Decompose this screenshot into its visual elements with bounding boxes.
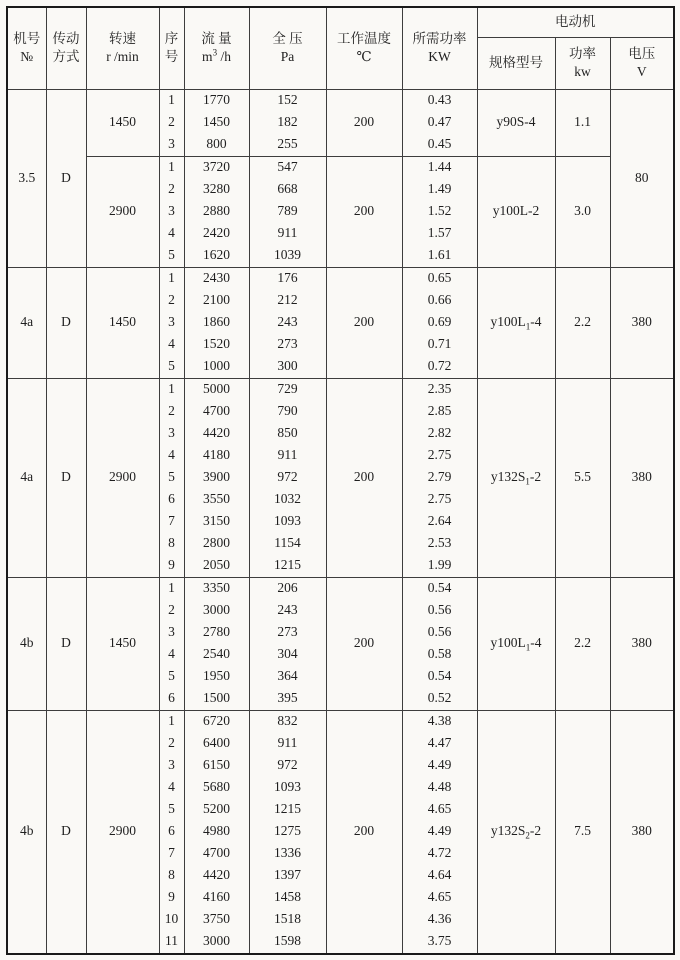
required-power-cell: 2.53 bbox=[402, 533, 477, 555]
table-body bbox=[7, 89, 674, 954]
flow-cell: 4420 bbox=[184, 865, 249, 887]
flow-cell: 800 bbox=[184, 134, 249, 157]
motor-power-cell: 3.0 bbox=[555, 156, 610, 267]
serial-cell: 3 bbox=[159, 312, 184, 334]
required-power-cell: 1.44 bbox=[402, 156, 477, 179]
flow-cell: 6150 bbox=[184, 755, 249, 777]
serial-cell: 9 bbox=[159, 887, 184, 909]
spec-row bbox=[7, 378, 674, 401]
serial-cell: 11 bbox=[159, 931, 184, 954]
motor-model-cell: $y132S_2-2$ bbox=[477, 710, 555, 954]
serial-cell: 4 bbox=[159, 644, 184, 666]
pressure-cell: 911 bbox=[249, 445, 326, 467]
required-power-cell: 4.72 bbox=[402, 843, 477, 865]
serial-cell: 1 bbox=[159, 710, 184, 733]
serial-cell: 1 bbox=[159, 267, 184, 290]
serial-cell: 6 bbox=[159, 688, 184, 711]
serial-cell: 2 bbox=[159, 733, 184, 755]
rpm-cell: 2900 bbox=[86, 710, 159, 954]
required-power-cell: 0.54 bbox=[402, 666, 477, 688]
serial-cell: 4 bbox=[159, 334, 184, 356]
header-pressure-cn: 全 压 bbox=[272, 31, 303, 47]
voltage-cell: 380 bbox=[610, 378, 674, 577]
pressure-cell: 1336 bbox=[249, 843, 326, 865]
pressure-cell: 243 bbox=[249, 312, 326, 334]
flow-cell: 3150 bbox=[184, 511, 249, 533]
pressure-cell: 547 bbox=[249, 156, 326, 179]
temperature-cell: 200 bbox=[326, 267, 402, 378]
flow-cell: 1770 bbox=[184, 89, 249, 112]
required-power-cell: 2.35 bbox=[402, 378, 477, 401]
flow-cell: 3000 bbox=[184, 931, 249, 954]
voltage-cell: 380 bbox=[610, 577, 674, 710]
serial-cell: 7 bbox=[159, 843, 184, 865]
flow-cell: 6720 bbox=[184, 710, 249, 733]
spec-row bbox=[7, 267, 674, 290]
required-power-cell: 4.64 bbox=[402, 865, 477, 887]
header-machine-no bbox=[7, 7, 46, 89]
flow-cell: 2540 bbox=[184, 644, 249, 666]
required-power-cell: 1.99 bbox=[402, 555, 477, 578]
flow-cell: 1860 bbox=[184, 312, 249, 334]
required-power-cell: 0.69 bbox=[402, 312, 477, 334]
pressure-cell: 255 bbox=[249, 134, 326, 157]
header-voltage bbox=[610, 37, 674, 89]
header-serial-cn2: 号 bbox=[164, 49, 179, 65]
required-power-cell: 0.54 bbox=[402, 577, 477, 600]
flow-cell: 1450 bbox=[184, 112, 249, 134]
flow-cell: 2100 bbox=[184, 290, 249, 312]
required-power-cell: 2.75 bbox=[402, 445, 477, 467]
flow-cell: 4180 bbox=[184, 445, 249, 467]
pressure-cell: 304 bbox=[249, 644, 326, 666]
flow-cell: 3720 bbox=[184, 156, 249, 179]
temperature-cell: 200 bbox=[326, 156, 402, 267]
pressure-cell: 972 bbox=[249, 755, 326, 777]
required-power-cell: 0.56 bbox=[402, 622, 477, 644]
motor-model-cell: y90S-4 bbox=[477, 89, 555, 156]
pressure-cell: 182 bbox=[249, 112, 326, 134]
spec-row bbox=[7, 89, 674, 112]
header-flow-unit: $m^3$ /h bbox=[202, 47, 231, 65]
required-power-cell: 2.82 bbox=[402, 423, 477, 445]
pressure-cell: 668 bbox=[249, 179, 326, 201]
fan-spec-table bbox=[6, 6, 675, 955]
header-motor-power bbox=[555, 37, 610, 89]
required-power-cell: 3.75 bbox=[402, 931, 477, 954]
serial-cell: 10 bbox=[159, 909, 184, 931]
pressure-cell: 212 bbox=[249, 290, 326, 312]
drive-type-cell: D bbox=[46, 378, 86, 577]
required-power-cell: 0.66 bbox=[402, 290, 477, 312]
serial-cell: 4 bbox=[159, 777, 184, 799]
flow-cell: 2780 bbox=[184, 622, 249, 644]
header-motor-power-unit: kw bbox=[574, 64, 591, 79]
drive-type-cell: D bbox=[46, 710, 86, 954]
serial-cell: 2 bbox=[159, 179, 184, 201]
required-power-cell: 4.47 bbox=[402, 733, 477, 755]
machine-no-cell: 4a bbox=[7, 378, 46, 577]
serial-cell: 8 bbox=[159, 865, 184, 887]
temperature-cell: 200 bbox=[326, 577, 402, 710]
required-power-cell: 1.49 bbox=[402, 179, 477, 201]
header-pressure-unit: Pa bbox=[280, 49, 295, 65]
flow-cell: 2800 bbox=[184, 533, 249, 555]
serial-cell: 8 bbox=[159, 533, 184, 555]
serial-cell: 4 bbox=[159, 223, 184, 245]
flow-cell: 5680 bbox=[184, 777, 249, 799]
motor-power-cell: 2.2 bbox=[555, 267, 610, 378]
required-power-cell: 1.52 bbox=[402, 201, 477, 223]
serial-cell: 1 bbox=[159, 378, 184, 401]
flow-cell: 1520 bbox=[184, 334, 249, 356]
pressure-cell: 832 bbox=[249, 710, 326, 733]
motor-model-cell: $y100L_1-4$ bbox=[477, 577, 555, 710]
flow-cell: 5000 bbox=[184, 378, 249, 401]
required-power-cell: 0.72 bbox=[402, 356, 477, 379]
pressure-cell: 395 bbox=[249, 688, 326, 711]
pressure-cell: 729 bbox=[249, 378, 326, 401]
header-drive-cn1: 传动 bbox=[52, 31, 80, 47]
flow-cell: 1950 bbox=[184, 666, 249, 688]
temperature-cell: 200 bbox=[326, 378, 402, 577]
pressure-cell: 243 bbox=[249, 600, 326, 622]
spec-row bbox=[7, 710, 674, 733]
header-serial-cn1: 序 bbox=[164, 31, 179, 47]
flow-cell: 3280 bbox=[184, 179, 249, 201]
flow-cell: 4700 bbox=[184, 401, 249, 423]
required-power-cell: 0.43 bbox=[402, 89, 477, 112]
pressure-cell: 1039 bbox=[249, 245, 326, 268]
drive-type-cell: D bbox=[46, 577, 86, 710]
serial-cell: 5 bbox=[159, 799, 184, 821]
pressure-cell: 789 bbox=[249, 201, 326, 223]
pressure-cell: 1154 bbox=[249, 533, 326, 555]
serial-cell: 2 bbox=[159, 401, 184, 423]
flow-cell: 4160 bbox=[184, 887, 249, 909]
header-drive bbox=[46, 7, 86, 89]
header-temperature bbox=[326, 7, 402, 89]
pressure-cell: 1093 bbox=[249, 511, 326, 533]
pressure-cell: 300 bbox=[249, 356, 326, 379]
serial-cell: 9 bbox=[159, 555, 184, 578]
pressure-cell: 364 bbox=[249, 666, 326, 688]
spec-row bbox=[7, 156, 674, 179]
voltage-cell: 380 bbox=[610, 710, 674, 954]
serial-cell: 3 bbox=[159, 423, 184, 445]
flow-cell: 2430 bbox=[184, 267, 249, 290]
flow-cell: 2880 bbox=[184, 201, 249, 223]
required-power-cell: 0.56 bbox=[402, 600, 477, 622]
drive-type-cell: D bbox=[46, 89, 86, 267]
motor-power-cell: 1.1 bbox=[555, 89, 610, 156]
pressure-cell: 972 bbox=[249, 467, 326, 489]
header-rpm-cn: 转速 bbox=[109, 31, 136, 47]
required-power-cell: 0.47 bbox=[402, 112, 477, 134]
serial-cell: 5 bbox=[159, 467, 184, 489]
voltage-cell: 80 bbox=[610, 89, 674, 267]
pressure-cell: 152 bbox=[249, 89, 326, 112]
motor-model-cell: $y132S_1-2$ bbox=[477, 378, 555, 577]
spec-row bbox=[7, 577, 674, 600]
machine-no-cell: 4a bbox=[7, 267, 46, 378]
flow-cell: 3550 bbox=[184, 489, 249, 511]
machine-no-cell: 4b bbox=[7, 577, 46, 710]
header-rpm bbox=[86, 7, 159, 89]
motor-power-cell: 7.5 bbox=[555, 710, 610, 954]
machine-no-cell: 3.5 bbox=[7, 89, 46, 267]
motor-power-cell: 2.2 bbox=[555, 577, 610, 710]
serial-cell: 3 bbox=[159, 134, 184, 157]
serial-cell: 7 bbox=[159, 511, 184, 533]
flow-cell: 3350 bbox=[184, 577, 249, 600]
required-power-cell: 1.57 bbox=[402, 223, 477, 245]
pressure-cell: 1458 bbox=[249, 887, 326, 909]
header-motor-model: 规格型号 bbox=[477, 37, 555, 89]
serial-cell: 5 bbox=[159, 666, 184, 688]
header-machine-no-en: № bbox=[20, 49, 34, 65]
rpm-cell: 1450 bbox=[86, 577, 159, 710]
serial-cell: 5 bbox=[159, 245, 184, 268]
header-required-power bbox=[402, 7, 477, 89]
required-power-cell: 4.49 bbox=[402, 821, 477, 843]
temperature-cell: 200 bbox=[326, 710, 402, 954]
header-drive-cn2: 方式 bbox=[52, 49, 80, 65]
serial-cell: 1 bbox=[159, 577, 184, 600]
rpm-cell: 1450 bbox=[86, 267, 159, 378]
serial-cell: 1 bbox=[159, 89, 184, 112]
serial-cell: 4 bbox=[159, 445, 184, 467]
flow-cell: 2420 bbox=[184, 223, 249, 245]
serial-cell: 6 bbox=[159, 489, 184, 511]
pressure-cell: 1093 bbox=[249, 777, 326, 799]
flow-cell: 3750 bbox=[184, 909, 249, 931]
required-power-cell: 4.49 bbox=[402, 755, 477, 777]
rpm-cell: 1450 bbox=[86, 89, 159, 156]
machine-no-cell: 4b bbox=[7, 710, 46, 954]
drive-type-cell: D bbox=[46, 267, 86, 378]
required-power-cell: 4.38 bbox=[402, 710, 477, 733]
pressure-cell: 911 bbox=[249, 733, 326, 755]
flow-cell: 4420 bbox=[184, 423, 249, 445]
flow-cell: 4700 bbox=[184, 843, 249, 865]
motor-model-cell: $y100L_1-4$ bbox=[477, 267, 555, 378]
pressure-cell: 790 bbox=[249, 401, 326, 423]
required-power-cell: 2.75 bbox=[402, 489, 477, 511]
serial-cell: 3 bbox=[159, 622, 184, 644]
rpm-cell: 2900 bbox=[86, 378, 159, 577]
flow-cell: 1000 bbox=[184, 356, 249, 379]
required-power-cell: 4.65 bbox=[402, 887, 477, 909]
serial-cell: 3 bbox=[159, 201, 184, 223]
pressure-cell: 273 bbox=[249, 622, 326, 644]
pressure-cell: 1032 bbox=[249, 489, 326, 511]
pressure-cell: 1598 bbox=[249, 931, 326, 954]
pressure-cell: 1215 bbox=[249, 555, 326, 578]
required-power-cell: 1.61 bbox=[402, 245, 477, 268]
flow-cell: 5200 bbox=[184, 799, 249, 821]
serial-cell: 2 bbox=[159, 290, 184, 312]
flow-cell: 1620 bbox=[184, 245, 249, 268]
header-serial bbox=[159, 7, 184, 89]
serial-cell: 2 bbox=[159, 600, 184, 622]
required-power-cell: 0.58 bbox=[402, 644, 477, 666]
header-voltage-unit: V bbox=[636, 64, 647, 79]
required-power-cell: 2.64 bbox=[402, 511, 477, 533]
header-flow bbox=[184, 7, 249, 89]
voltage-cell: 380 bbox=[610, 267, 674, 378]
pressure-cell: 1275 bbox=[249, 821, 326, 843]
serial-cell: 2 bbox=[159, 112, 184, 134]
serial-cell: 5 bbox=[159, 356, 184, 379]
header-rpm-unit: r /min bbox=[106, 49, 139, 65]
motor-model-cell: y100L-2 bbox=[477, 156, 555, 267]
flow-cell: 6400 bbox=[184, 733, 249, 755]
header-temperature-unit: ℃ bbox=[356, 49, 372, 65]
header-motor-group: 电动机 bbox=[477, 7, 674, 37]
pressure-cell: 850 bbox=[249, 423, 326, 445]
required-power-cell: 0.52 bbox=[402, 688, 477, 711]
motor-power-cell: 5.5 bbox=[555, 378, 610, 577]
header-flow-cn: 流 量 bbox=[201, 31, 232, 47]
serial-cell: 6 bbox=[159, 821, 184, 843]
flow-cell: 2050 bbox=[184, 555, 249, 578]
header-required-power-cn: 所需功率 bbox=[412, 31, 467, 47]
required-power-cell: 0.71 bbox=[402, 334, 477, 356]
pressure-cell: 1215 bbox=[249, 799, 326, 821]
header-required-power-unit: KW bbox=[428, 49, 451, 65]
required-power-cell: 4.36 bbox=[402, 909, 477, 931]
flow-cell: 4980 bbox=[184, 821, 249, 843]
required-power-cell: 4.48 bbox=[402, 777, 477, 799]
header-machine-no-cn: 机号 bbox=[13, 31, 41, 47]
rpm-cell: 2900 bbox=[86, 156, 159, 267]
table-header bbox=[7, 7, 674, 89]
temperature-cell: 200 bbox=[326, 89, 402, 156]
pressure-cell: 911 bbox=[249, 223, 326, 245]
required-power-cell: 0.65 bbox=[402, 267, 477, 290]
pressure-cell: 176 bbox=[249, 267, 326, 290]
required-power-cell: 2.79 bbox=[402, 467, 477, 489]
serial-cell: 3 bbox=[159, 755, 184, 777]
header-pressure bbox=[249, 7, 326, 89]
header-voltage-cn: 电压 bbox=[628, 45, 656, 61]
flow-cell: 1500 bbox=[184, 688, 249, 711]
pressure-cell: 1397 bbox=[249, 865, 326, 887]
serial-cell: 1 bbox=[159, 156, 184, 179]
pressure-cell: 1518 bbox=[249, 909, 326, 931]
required-power-cell: 2.85 bbox=[402, 401, 477, 423]
pressure-cell: 206 bbox=[249, 577, 326, 600]
flow-cell: 3900 bbox=[184, 467, 249, 489]
header-motor-power-cn: 功率 bbox=[569, 45, 596, 61]
flow-cell: 3000 bbox=[184, 600, 249, 622]
pressure-cell: 273 bbox=[249, 334, 326, 356]
header-temperature-cn: 工作温度 bbox=[337, 31, 391, 47]
required-power-cell: 0.45 bbox=[402, 134, 477, 157]
required-power-cell: 4.65 bbox=[402, 799, 477, 821]
